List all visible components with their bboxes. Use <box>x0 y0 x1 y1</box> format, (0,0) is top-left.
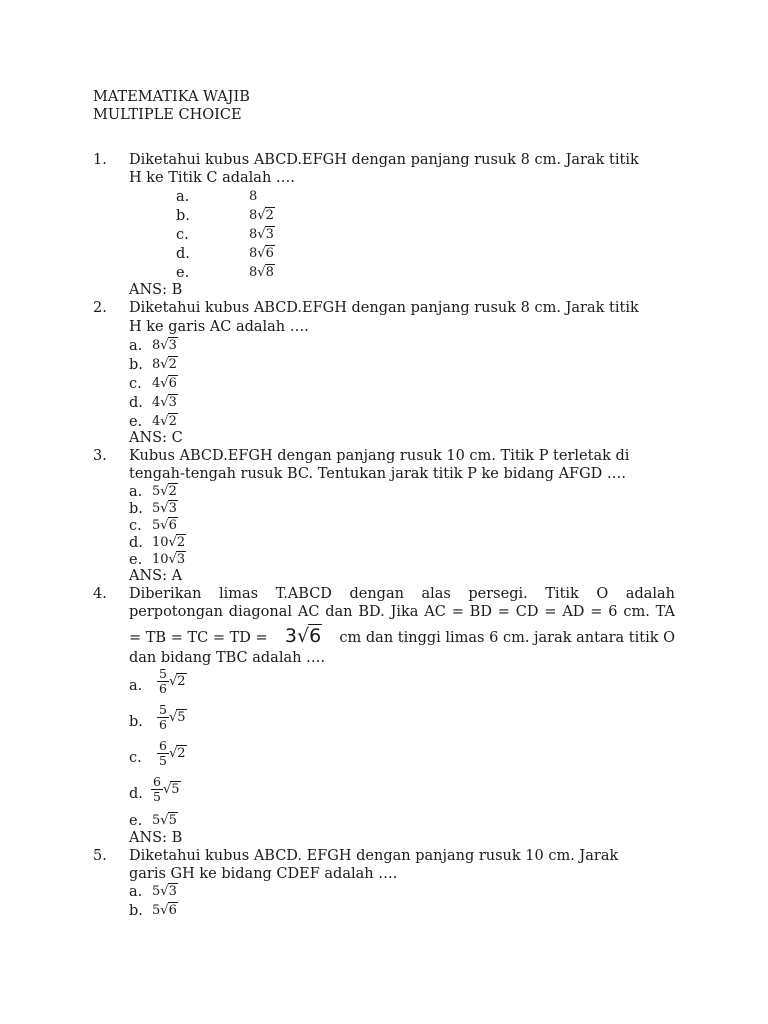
answer-key: ANS: A <box>129 568 183 584</box>
option-letter: b. <box>129 903 143 919</box>
option-radicand: 3 <box>265 227 274 242</box>
sqrt-icon: √ <box>257 208 266 223</box>
question-text-line: tengah-tengah rusuk BC. Tentukan jarak titik P ke bidang AFGD …. <box>129 466 627 482</box>
option-letter: d. <box>129 786 143 802</box>
option-value <box>152 394 178 412</box>
sqrt-icon: √ <box>160 813 169 828</box>
inline-math <box>285 627 322 645</box>
option-value <box>157 703 187 732</box>
option-letter: a. <box>129 338 143 354</box>
sqrt-icon: √ <box>160 518 169 533</box>
option-coef: 8 <box>249 189 258 204</box>
option-letter: a. <box>176 189 190 205</box>
option-letter: d. <box>176 246 190 262</box>
answer-key: ANS: B <box>129 282 183 298</box>
option-letter: b. <box>129 714 143 730</box>
fraction-denominator: 6 <box>159 717 167 732</box>
option-radicand: 8 <box>265 265 274 280</box>
sqrt-icon: √ <box>160 903 169 918</box>
question-text-line: garis GH ke bidang CDEF adalah …. <box>129 866 398 882</box>
option-coef: 5 <box>152 518 161 533</box>
sqrt-icon: √ <box>168 710 178 725</box>
option-radicand: 3 <box>176 552 186 567</box>
option-letter: b. <box>176 208 190 224</box>
option-letter: a. <box>129 678 143 694</box>
option-coef: 5 <box>152 903 161 918</box>
sqrt-icon: √ <box>160 338 169 353</box>
question-text-line: Kubus ABCD.EFGH dengan panjang rusuk 10 cm. Titik P terletak di <box>129 448 630 464</box>
fraction <box>157 667 169 696</box>
question-number: 3. <box>93 448 107 464</box>
option-radicand: 6 <box>265 246 274 261</box>
inline-radicand: 6 <box>309 625 322 647</box>
option-radicand: 2 <box>177 746 186 761</box>
option-coef: 5 <box>152 813 161 828</box>
option-coef: 8 <box>152 357 161 372</box>
option-radicand: 6 <box>168 518 177 533</box>
option-letter: a. <box>129 484 143 500</box>
option-letter: e. <box>129 552 143 568</box>
fraction-denominator: 6 <box>159 681 167 696</box>
option-radicand: 5 <box>168 813 177 828</box>
option-coef: 10 <box>152 552 169 567</box>
option-value <box>152 812 178 830</box>
option-radicand: 3 <box>168 338 177 353</box>
fraction-numerator: 6 <box>159 738 167 753</box>
question-text-line: Diketahui kubus ABCD.EFGH dengan panjang rusuk 8 cm. Jarak titik <box>129 300 639 316</box>
option-coef: 8 <box>249 208 258 223</box>
question-text-line: dan bidang TBC adalah …. <box>129 650 326 666</box>
question-text-line: = TB = TC = TD = <box>129 630 268 646</box>
option-letter: b. <box>129 501 143 517</box>
option-letter: c. <box>129 750 142 766</box>
sqrt-icon: √ <box>160 501 169 516</box>
document-subtitle: MULTIPLE CHOICE <box>93 107 242 123</box>
option-coef: 4 <box>152 376 161 391</box>
document-title: MATEMATIKA WAJIB <box>93 89 250 105</box>
option-value <box>249 264 275 282</box>
option-coef: 5 <box>152 484 161 499</box>
option-radicand: 3 <box>168 395 177 410</box>
sqrt-icon: √ <box>160 376 169 391</box>
option-coef: 8 <box>249 246 258 261</box>
question-number: 4. <box>93 586 107 602</box>
option-coef: 4 <box>152 414 161 429</box>
option-radicand: 5 <box>171 782 180 797</box>
sqrt-icon: √ <box>168 746 178 761</box>
answer-key: ANS: B <box>129 830 183 846</box>
option-value <box>152 375 178 393</box>
sqrt-icon: √ <box>160 484 169 499</box>
option-coef: 8 <box>249 227 258 242</box>
option-coef: 5 <box>152 884 161 899</box>
question-text-line: cm dan tinggi limas 6 cm. jarak antara titik O <box>339 630 675 646</box>
option-letter: b. <box>129 357 143 373</box>
sqrt-icon: √ <box>168 535 177 550</box>
option-radicand: 5 <box>177 710 186 725</box>
option-value <box>157 739 187 768</box>
fraction <box>157 703 169 732</box>
option-radicand: 6 <box>168 376 177 391</box>
answer-key: ANS: C <box>129 430 183 446</box>
question-number: 5. <box>93 848 107 864</box>
option-letter: d. <box>129 395 143 411</box>
question-text-line-wrap <box>129 585 675 603</box>
option-radicand: 2 <box>177 674 186 689</box>
fraction-numerator: 6 <box>153 774 161 789</box>
question-text-line-wrap <box>129 627 675 647</box>
fraction-numerator: 5 <box>159 666 167 681</box>
option-radicand: 2 <box>265 208 274 223</box>
sqrt-icon: √ <box>160 357 169 372</box>
option-radicand: 2 <box>176 535 186 550</box>
option-coef: 8 <box>249 265 258 280</box>
option-letter: a. <box>129 884 143 900</box>
sqrt-icon: √ <box>162 782 172 797</box>
sqrt-icon: √ <box>257 246 266 261</box>
fraction <box>157 739 169 768</box>
question-text-line: perpotongan diagonal AC dan BD. Jika AC = BD = CD = AD = 6 cm. TA <box>129 604 675 620</box>
option-value <box>249 207 275 225</box>
fraction <box>151 775 163 804</box>
sqrt-icon: √ <box>160 414 169 429</box>
option-radicand: 3 <box>168 501 177 516</box>
option-coef: 5 <box>152 501 161 516</box>
option-value <box>249 226 275 244</box>
sqrt-icon: √ <box>257 265 266 280</box>
option-letter: c. <box>129 518 142 534</box>
option-radicand: 3 <box>168 884 177 899</box>
sqrt-icon: √ <box>168 552 177 567</box>
question-number: 2. <box>93 300 107 316</box>
option-coef: 4 <box>152 395 161 410</box>
option-letter: e. <box>129 813 143 829</box>
sqrt-icon: √ <box>257 227 266 242</box>
question-text-line: Diketahui kubus ABCD.EFGH dengan panjang rusuk 8 cm. Jarak titik <box>129 152 639 168</box>
option-coef: 10 <box>152 535 169 550</box>
option-letter: e. <box>129 414 143 430</box>
question-text-line-wrap <box>129 603 675 621</box>
sqrt-icon: √ <box>168 674 178 689</box>
question-number: 1. <box>93 152 107 168</box>
option-value <box>152 500 178 518</box>
question-text-line: H ke Titik C adalah …. <box>129 170 296 186</box>
fraction-numerator: 5 <box>159 702 167 717</box>
option-value <box>152 356 178 374</box>
option-radicand: 2 <box>168 484 177 499</box>
option-value <box>249 245 275 263</box>
option-letter: c. <box>129 376 142 392</box>
option-letter: c. <box>176 227 189 243</box>
inline-coef: 3 <box>284 625 297 647</box>
option-coef: 8 <box>152 338 161 353</box>
option-value <box>157 667 187 696</box>
question-text-line: Diberikan limas T.ABCD dengan alas persegi. Titik O adalah <box>129 586 675 602</box>
option-value <box>151 775 181 804</box>
sqrt-icon: √ <box>160 884 169 899</box>
option-letter: e. <box>176 265 190 281</box>
option-value <box>152 483 178 501</box>
sqrt-icon: √ <box>160 395 169 410</box>
option-radicand: 2 <box>168 357 177 372</box>
option-value <box>152 517 178 535</box>
option-value <box>249 188 257 206</box>
option-value <box>152 902 178 920</box>
option-letter: d. <box>129 535 143 551</box>
fraction-denominator: 5 <box>153 789 161 804</box>
question-text-line: H ke garis AC adalah …. <box>129 319 309 335</box>
option-radicand: 6 <box>168 903 177 918</box>
option-radicand: 2 <box>168 414 177 429</box>
option-value <box>152 883 178 901</box>
sqrt-icon: √ <box>296 625 310 647</box>
question-text-line: Diketahui kubus ABCD. EFGH dengan panjang rusuk 10 cm. Jarak <box>129 848 619 864</box>
option-value <box>152 534 186 552</box>
fraction-denominator: 5 <box>159 753 167 768</box>
option-value <box>152 337 178 355</box>
